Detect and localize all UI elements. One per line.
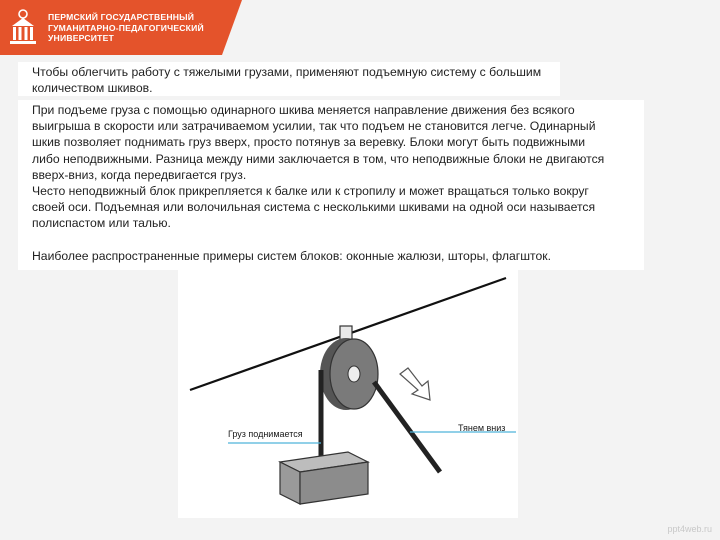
university-building-logo-icon [6,6,40,48]
university-name-line: ПЕРМСКИЙ ГОСУДАРСТВЕННЫЙ [48,12,195,22]
label-load-rises: Груз поднимается [228,429,303,439]
body-line: вверх-вниз, когда передвигается груз. [32,167,247,182]
pull-direction-arrow-icon [400,368,430,400]
body-line: При подъеме груза с помощью одинарного шкива меняется направление движения без всякого [32,103,575,117]
label-pull-down: Тянем вниз [458,423,506,433]
body-line: шкив позволяет поднимать груз вверх, просто потянув за веревку. Блоки могут быть подвижными [32,135,586,150]
header-banner [0,0,222,55]
body-line: либо неподвижными. Разница между ними заключается в том, что неподвижные блоки не двигаются [32,151,605,166]
body-text-block [18,100,644,270]
intro-line: Чтобы облегчить работу с тяжелыми грузами, применяют подъемную систему с большим [32,65,542,79]
body-line: полиспастом или талью. [32,216,171,231]
pulley-axle [348,366,360,382]
intro-text-block [18,62,560,96]
intro-line: количеством шкивов. [32,81,153,96]
paragraph-spacer [32,232,636,248]
university-name-line: УНИВЕРСИТЕТ [48,33,114,43]
pulley-diagram [178,270,518,518]
body-line: Често неподвижный блок прикрепляется к балке или к стропилу и может вращаться только вокруг [32,184,589,199]
university-name [48,12,218,44]
body-line: выигрыша в скорости или затрачиваемом усилии, так что подъем не становится легче. Одинарный [32,119,596,134]
body-line: Наиболее распространенные примеры систем блоков: оконные жалюзи, шторы, флагшток. [32,248,551,263]
pulley-illustration [178,270,518,518]
watermark: ppt4web.ru [667,524,712,534]
body-line: своей оси. Подъемная или волочильная система с несколькими шкивами на одной оси называется [32,200,596,215]
university-name-line: ГУМАНИТАРНО-ПЕДАГОГИЧЕСКИЙ [48,22,204,33]
